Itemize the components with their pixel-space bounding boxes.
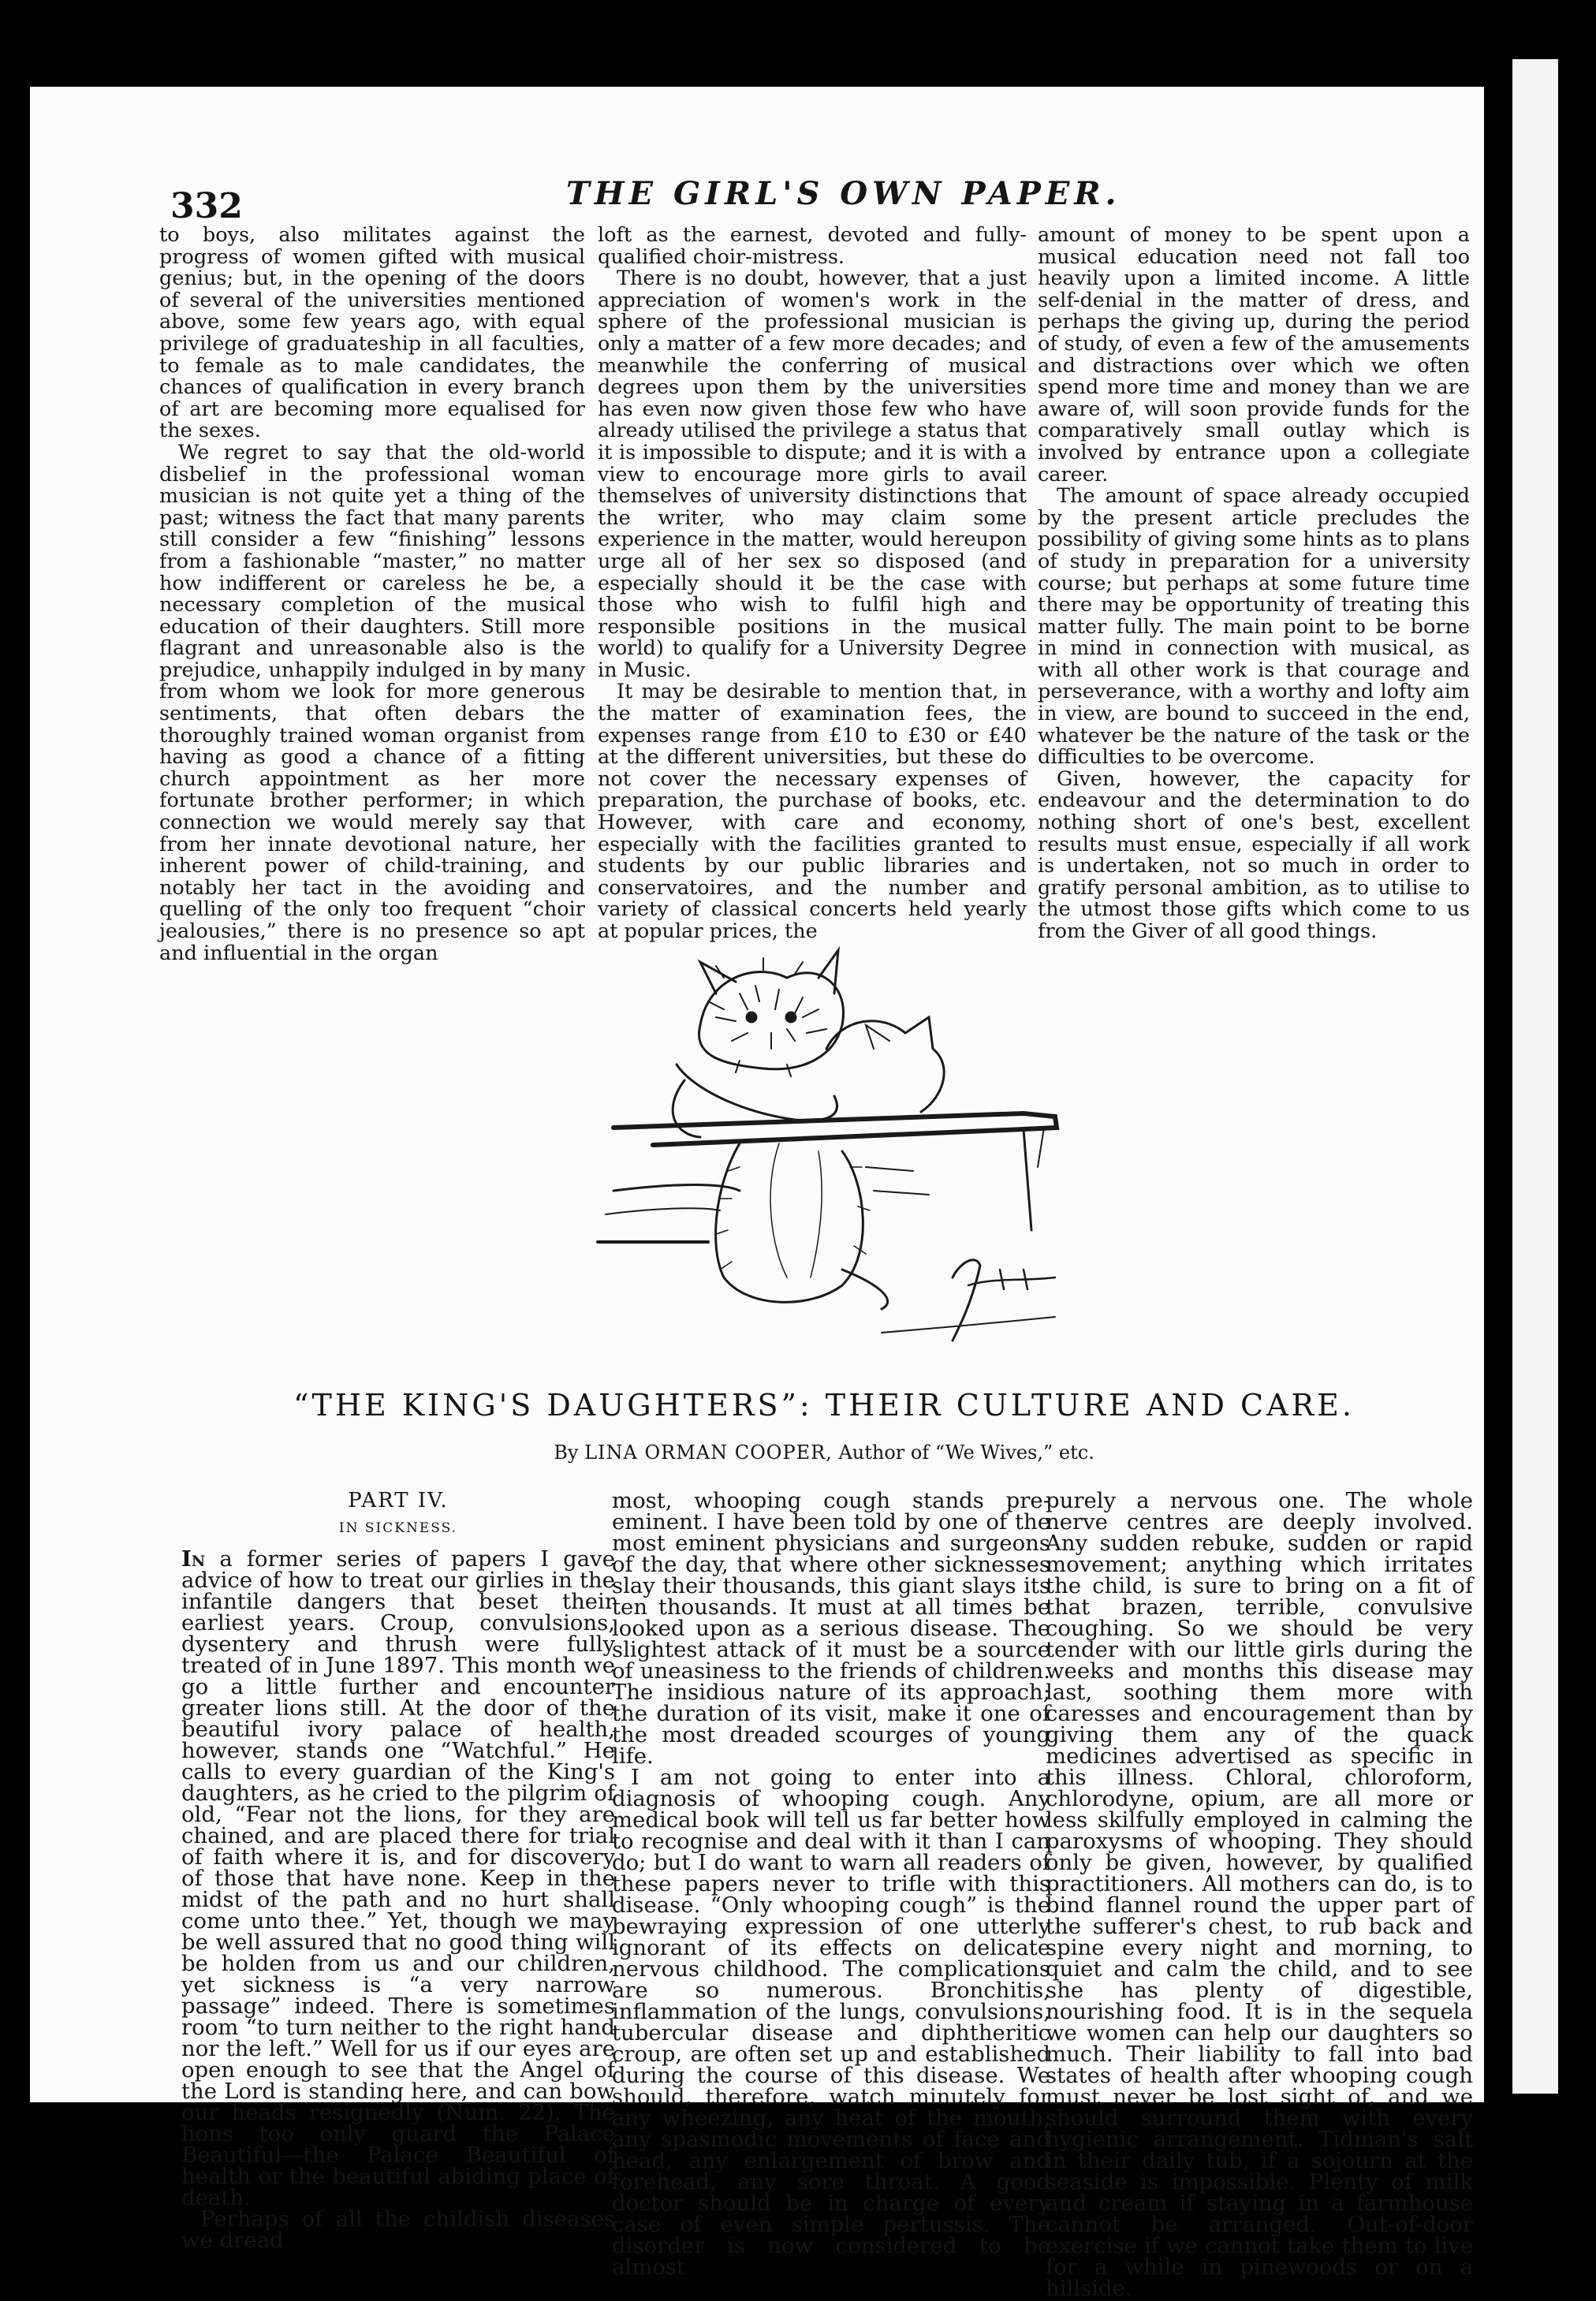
page-header	[30, 87, 1484, 226]
paragraph: It may be desirable to mention that, in the matter of examination fees, the expenses range from £10 to £30 or £40 at the different universities, but these do not cover the necessary expenses of preparation, the purchase of books, etc. However, with care and economy, especially with the facilities granted to students by our public libraries and conservatoires, and the number and variety of classical concerts held yearly at popular prices, the	[598, 680, 1027, 943]
upper-column-1	[159, 223, 585, 965]
paragraph	[181, 1546, 615, 2210]
paragraph: amount of money to be spent upon a musical education need not fall too heavily upon a limited income. A little self-denial in the matter of dress, and perhaps the giving up, during the period of study, of even a few of the amusements and distractions over which we often spend more time and money than we are aware of, will soon provide funds for the comparatively small outlay which is involved by entrance upon a collegiate career.	[1038, 223, 1470, 487]
paragraph: We regret to say that the old-world disbelief in the professional woman musician is not quite yet a thing of the past; witness the fact that many parents still consider a few “finishing” lessons from a fashionable “master,” no matter how indifferent or careless he be, a necessary completion of the musical education of their daughters. Still more flagrant and unreasonable also is the prejudice, unhappily indulged in by many from whom we look for more generous sentiments, that often debars the thoroughly trained woman organist from having as good a chance of a fitting church appointment as her more fortunate brother performer; in which connection we would merely say that from her innate devotional nature, her inherent power of child-training, and notably her tact in the avoiding and quelling of the only too frequent “choir jealousies,” there is no presence so apt and influential in the organ	[159, 440, 585, 965]
byline	[30, 1441, 1484, 1464]
article-title: “THE KING'S DAUGHTERS”: THEIR CULTURE AND CARE.	[293, 1388, 1355, 1423]
paragraph: Perhaps of all the childish diseases we dread	[181, 2206, 615, 2253]
paragraph-text: a former series of papers I gave advice of how to treat our girlies in the infantile dangers that beset their earliest years. Croup, convulsions, dysentery and thrush were fully treated of in June 1897. This month we go a little further and encounter greater lions still. At the door of the beautiful ivory palace of health, however, stands one “Watchful.” He calls to every guardian of the King's daughters, as he cried to the pilgrim of old, “Fear not the lions, for they are chained, and are placed there for trial of faith where it is, and for discovery of those that have none. Keep in the midst of the path and no hurt shall come unto thee.” Yet, though we may be well assured that no good thing will be holden from us and our children, yet sickness is “a very narrow passage” indeed. There is sometimes room “to turn neither to the right hand nor the left.” Well for us if our eyes are open enough to see that the Angel of the Lord is standing here, and can bow our heads resignedly (Num. 22). The lions too only guard the Palace Beautiful—the Palace Beautiful of health or the beautiful abiding place of death.	[181, 1546, 615, 2210]
paragraph: purely a nervous one. The whole nerve centres are deeply involved. Any sudden rebuke, sudden or rapid movement; anything which irritates the child, is sure to bring on a fit of that brazen, terrible, convulsive coughing. So we should be very tender with our little girls during the weeks and months this disease may last, soothing them more with caresses and encouragement than by giving them any of the quack medicines advertised as specific in this illness. Chloral, chloroform, chlorodyne, opium, are all more or less skilfully employed in calming the paroxysms of whooping. They should only be given, however, by qualified practitioners. All mothers can do, is to bind flannel round the upper part of the sufferer's chest, to rub back and spine every night and morning, to quiet and calm the child, and to see she has plenty of digestible, nourishing food. It is in the sequela we women can help our daughters so much. Their liability to fall into bad states of health after whooping cough must never be lost sight of, and we should surround them with every hygienic arrangement. Tidman's salt in their daily tub, if a sojourn at the seaside is impossible. Plenty of milk and cream if staying in a farmhouse cannot be arranged. Out-of-door exercise if we cannot take them to live for a while in pinewoods or on a hillside.	[1046, 1488, 1473, 2301]
kittens-illustration	[582, 930, 1087, 1372]
byline-suffix: Author of “We Wives,” etc.	[838, 1441, 1094, 1464]
lower-column-3	[1046, 1490, 1473, 2299]
paragraph: Given, however, the capacity for endeavour and the determination to do nothing short of one's best, excellent results must ensue, especially if all work is undertaken, not so much in order to gratify personal ambition, as to utilise to the utmost those gifts which come to us from the Giver of all good things.	[1038, 766, 1470, 943]
part-heading: PART IV.	[348, 1489, 449, 1512]
magazine-page	[30, 87, 1484, 2301]
paragraph: to boys, also militates against the progress of women gifted with musical genius; but, in the opening of the doors of several of the universities mentioned above, some few years ago, with equal privilege of graduateship in all faculties, to female as to male candidates, the chances of qualification in every branch of art are becoming more equalised for the sexes.	[159, 223, 585, 443]
lead-word: In	[181, 1546, 206, 1572]
running-title: THE GIRL'S OWN PAPER.	[566, 175, 1121, 212]
paragraph: The amount of space already occupied by the present article precludes the possibility of giving some hints as to plans of study in preparation for a university course; but perhaps at some future time there may be opportunity of treating this matter fully. The main point to be borne in mind in connection with musical, as with all other work is that courage and perseverance, with a worthy and lofty aim in view, are bound to succeed in the end, whatever be the nature of the task or the difficulties to be overcome.	[1038, 484, 1470, 770]
byline-author: LINA ORMAN COOPER,	[584, 1441, 833, 1464]
page-number: 332	[170, 186, 243, 226]
paragraph: There is no doubt, however, that a just appreciation of women's work in the sphere of the professional musician is only a matter of a few more decades; and meanwhile the conferring of musical degrees upon them by the universities has even now given those few who have already utilised the privilege a status that it is impossible to dispute; and it is with a view to encourage more girls to avail themselves of university distinctions that the writer, who may claim some experience in the matter, would hereupon urge all of her sex so disposed (and especially should it be the case with those who wish to fulfil high and responsible positions in the musical world) to qualify for a University Degree in Music.	[598, 267, 1027, 682]
upper-column-2	[598, 223, 1027, 943]
byline-prefix: By	[554, 1441, 579, 1464]
paragraph: most, whooping cough stands pre-eminent. I have been told by one of the most eminent physicians and surgeons of the day, that where other sicknesses slay their thousands, this giant slays its ten thousands. It must at all times be looked upon as a serious disease. The slightest attack of it must be a source of uneasiness to the friends of children. The insidious nature of its approach; the duration of its visit, make it one of the most dreaded scourges of young life.	[612, 1488, 1050, 1769]
lower-column-1	[181, 1490, 615, 2251]
lower-column-2	[612, 1490, 1050, 2278]
adjacent-page-edge	[1512, 59, 1558, 2094]
section-subheading: IN SICKNESS.	[338, 1520, 458, 1536]
paragraph: I am not going to enter into a diagnosis of whooping cough. Any medical book will tell us far better how to recognise and deal with it than I can do; but I do want to warn all readers of these papers never to trifle with this disease. “Only whooping cough” is the bewraying expression of one utterly ignorant of its effects on delicate nervous childhood. The complications are so numerous. Bronchitis, inflammation of the lungs, convulsions, tubercular disease and diphtheritic croup, are often set up and established during the course of this disease. We should, therefore, watch minutely for any wheezing, any heat of the mouth, any spasmodic movements of face and head, any enlargement of brow and forehead, any sore throat. A good doctor should be in charge of every case of even simple pertussis. The disorder is now considered to be almost	[612, 1765, 1050, 2280]
upper-column-3	[1038, 223, 1470, 943]
paragraph: loft as the earnest, devoted and fully-qualified choir-mistress.	[598, 223, 1027, 269]
